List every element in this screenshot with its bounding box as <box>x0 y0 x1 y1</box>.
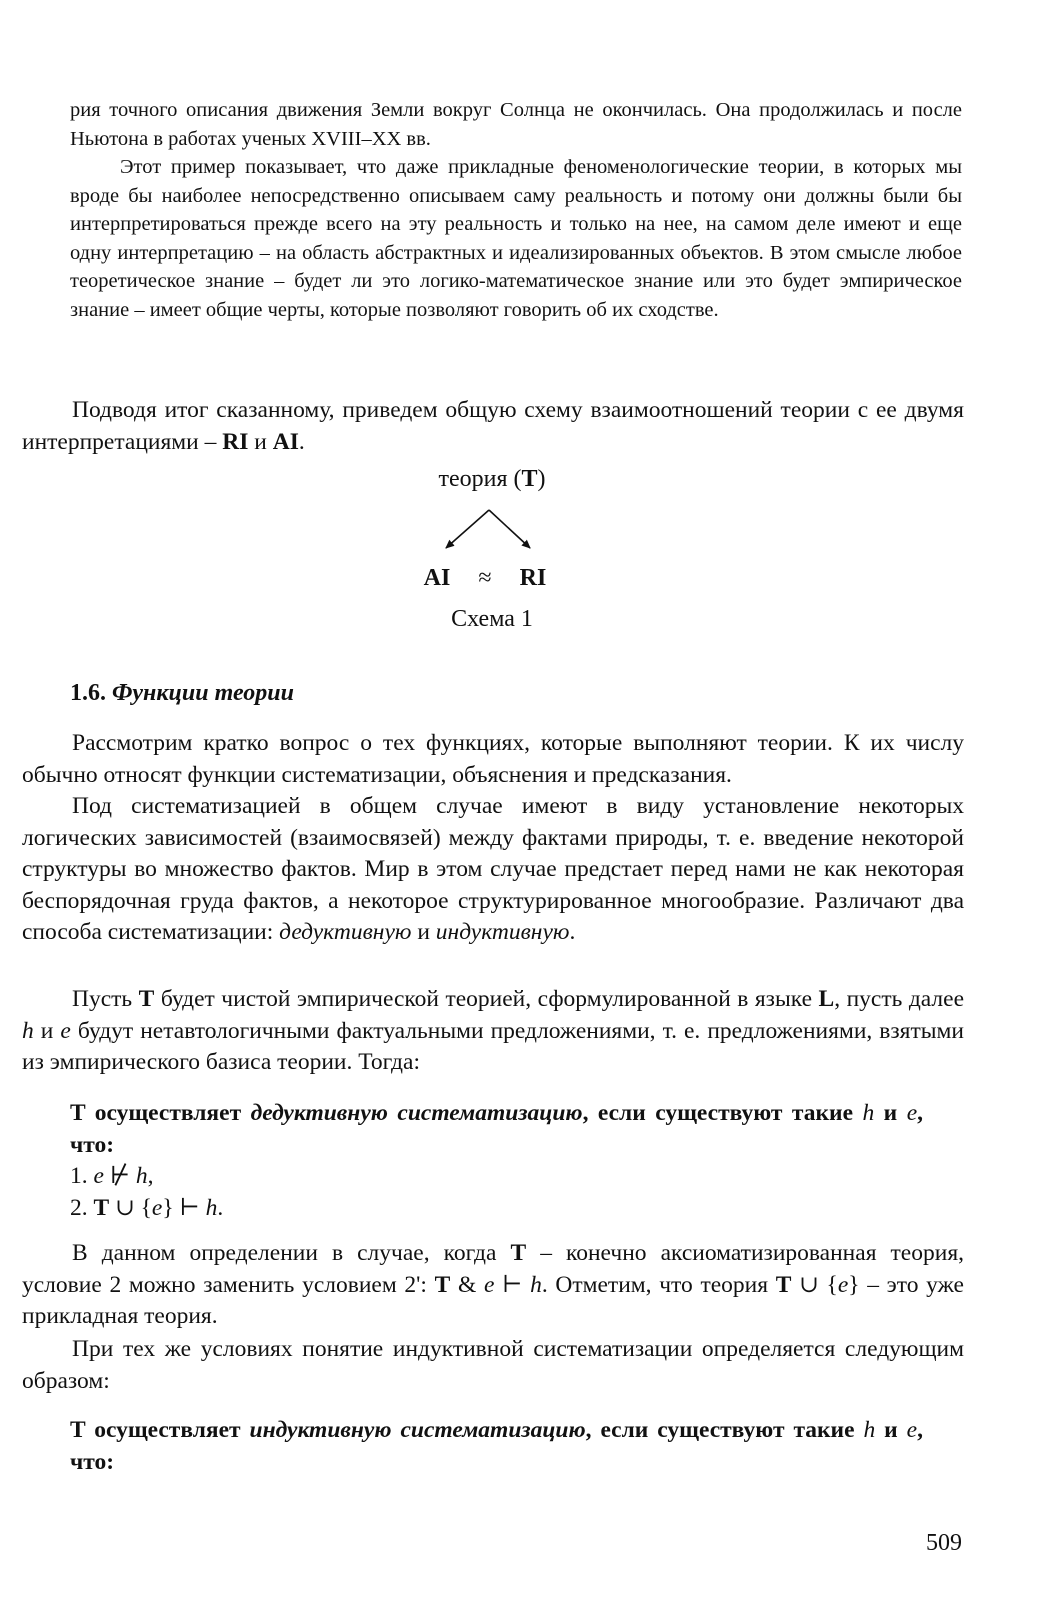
definition-condition-1: 1. e ⊬ h, <box>70 1163 154 1189</box>
paragraph-functions: Рассмотрим кратко вопрос о тех функциях, которые выполняют теории. К их числу обычно относят функции систематизации, объяснения и предсказания. <box>22 730 964 788</box>
scheme-approx-symbol: ≈ <box>478 565 492 591</box>
definition-deductive: T осуществляет дедуктивную систематизацию, если существуют такие h и e, что: <box>70 1100 923 1158</box>
section-heading: 1.6. Функции теории <box>70 680 294 706</box>
paragraph-example: Этот пример показывает, что даже прикладные феноменологические теории, в которых мы вроде бы наиболее непосредственно описываем саму реальность и потому они должны были бы интерпретироваться прежде всего на эту реальность и только на нее, на самом деле имеют и еще одну интерпретацию – на область абстрактных и идеализированных объектов. В этом смысле любое теоретическое знание – будет ли это логико-математическое знание или это будет эмпирическое знание – имеет общие черты, которые позволяют говорить об их сходстве. <box>70 156 962 321</box>
paragraph-definition-note: В данном определении в случае, когда T – конечно аксиоматизированная теория, условие 2 можно заменить условием 2': T & e ⊢ h. Отметим, что теория T ∪ {e} – это уже прикладная теория. <box>22 1240 964 1329</box>
scheme-right-ri: RI <box>519 565 547 591</box>
paragraph-continued: рия точного описания движения Земли вокруг Солнца не окончилась. Она продолжилась и после Ньютона в работах ученых XVIII–XX вв. <box>70 99 962 150</box>
paragraph-empirical-theory: Пусть T будет чистой эмпирической теорией, сформулированной в языке L, пусть далее h и e будут нетавтологичными фактуальными предложениями, т. е. предложениями, взятыми из эмпирического базиса теории. Тогда: <box>22 986 964 1075</box>
arrow-to-ai <box>446 510 489 548</box>
scheme-left-ai: AI <box>423 565 451 591</box>
paragraph-summary: Подводя итог сказанному, приведем общую схему взаимоотношений теории с ее двумя интерпретациями – RI и AI. <box>22 397 964 455</box>
definition-inductive: T осуществляет индуктивную систематизацию, если существуют такие h и e, что: <box>70 1417 923 1475</box>
scheme-caption: Схема 1 <box>451 606 533 632</box>
paragraph-systematization: Под систематизацией в общем случае имеют в виду установление некоторых логических зависимостей (взаимосвязей) между фактами природы, т. е. введение некоторой структуры во множество фактов. Мир в этом случае предстает перед нами не как некоторая беспорядочная груда фактов, а некоторое структурированное многообразие. Различают два способа систематизации: дедуктивную и индуктивную. <box>22 793 964 945</box>
definition-condition-2: 2. T ∪ {e} ⊢ h. <box>70 1195 224 1221</box>
page-number: 509 <box>926 1530 962 1556</box>
scheme-top-label: теория (T) <box>438 466 546 492</box>
paragraph-inductive-intro: При тех же условиях понятие индуктивной систематизации определяется следующим образом: <box>22 1336 964 1394</box>
arrow-to-ri <box>489 510 530 548</box>
